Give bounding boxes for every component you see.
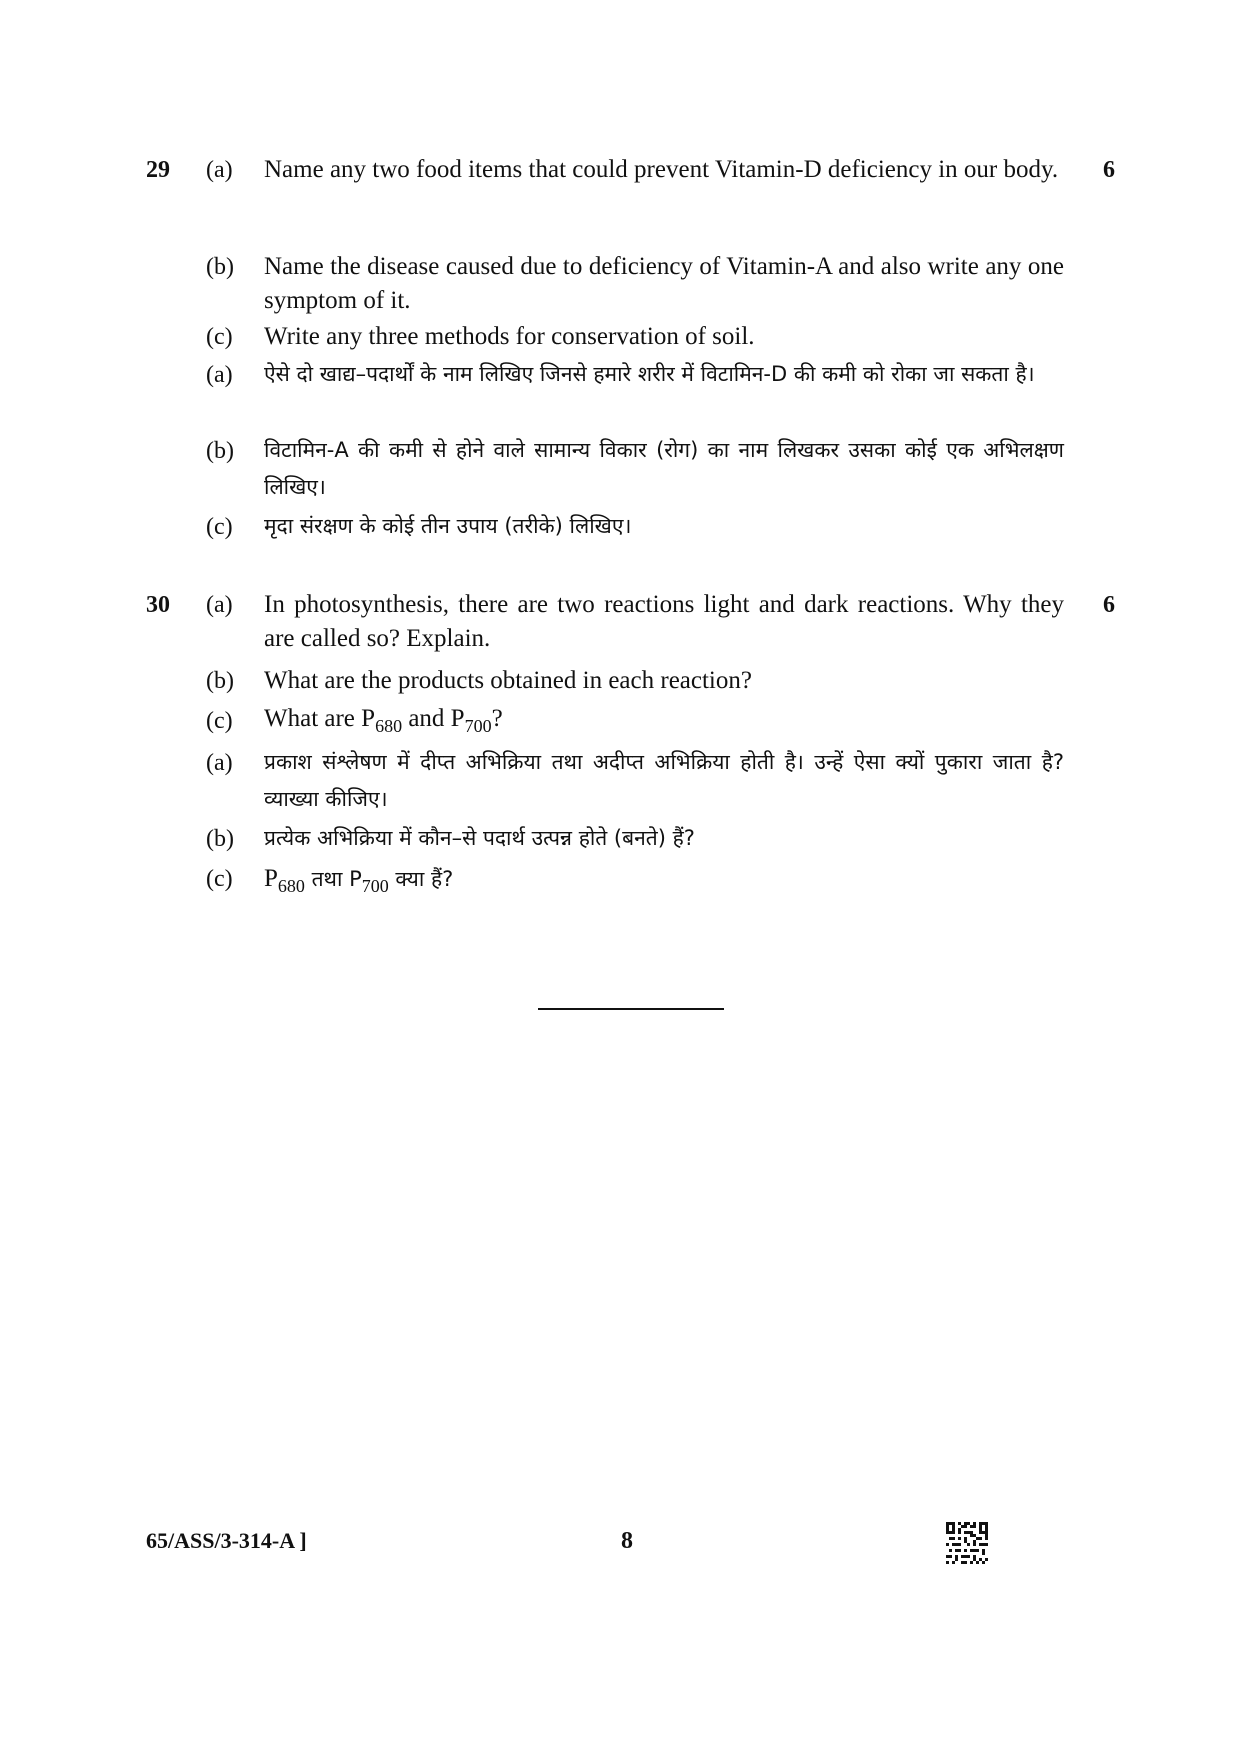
question-marks: 6 [1103,157,1115,183]
paper-code: 65/ASS/3-314-A ] [146,1528,307,1553]
text-segment: ? [491,705,503,732]
end-of-paper-rule [538,1008,724,1010]
part-label: (b) [206,826,234,852]
subscript: 700 [361,876,389,897]
part-label: (a) [206,592,233,618]
part-label: (c) [206,866,233,892]
part-text [264,702,1064,736]
part-label: (b) [206,438,234,464]
text-segment: तथा P [304,867,362,891]
part-text: In photosynthesis, there are two reactions light and dark reactions. Why they are called so? Explain. [264,591,1064,652]
part-label: (a) [206,362,233,388]
question-number: 30 [146,592,170,618]
text-segment: and P [402,705,465,732]
part-text: Name any two food items that could prevent Vitamin-D deficiency in our body. [264,156,1059,183]
text-segment: What are P [264,705,376,732]
part-label: (a) [206,157,233,183]
subscript: 700 [464,716,492,737]
part-text: प्रकाश संश्लेषण में दीप्त अभिक्रिया तथा अदीप्त अभिक्रिया होती है। उन्हें ऐसा क्यों पुकारा जाता है? व्याख्या कीजिए। [264,750,1064,811]
part-text: Name the disease caused due to deficiency of Vitamin-A and also write any one symptom of it. [264,253,1064,314]
part-label: (b) [206,254,234,280]
question-number: 29 [146,157,170,183]
question-marks: 6 [1103,592,1115,618]
part-label: (b) [206,668,234,694]
part-label: (c) [206,708,233,734]
subscript: 680 [375,716,403,737]
text-segment: क्या हैं? [388,867,454,891]
part-text: विटामिन-A की कमी से होने वाले सामान्य विकार (रोग) का नाम लिखकर उसका कोई एक अभिलक्षण लिखिए। [264,438,1064,499]
part-text: मृदा संरक्षण के कोई तीन उपाय (तरीके) लिखिए। [264,514,632,538]
part-text: What are the products obtained in each reaction? [264,667,752,694]
subscript: 680 [277,876,305,897]
part-text [264,860,1064,898]
page-number: 8 [621,1528,633,1554]
part-text: ऐसे दो खाद्य–पदार्थों के नाम लिखिए जिनसे हमारे शरीर में विटामिन-D की कमी को रोका जा सकता है। [264,362,1035,386]
part-label: (c) [206,514,233,540]
text-segment: P [264,865,278,892]
part-label: (c) [206,324,233,350]
part-label: (a) [206,750,233,776]
part-text: Write any three methods for conservation of soil. [264,323,755,350]
qr-code-icon [946,1522,988,1564]
part-text: प्रत्येक अभिक्रिया में कौन–से पदार्थ उत्पन्न होते (बनते) हैं? [264,826,695,850]
